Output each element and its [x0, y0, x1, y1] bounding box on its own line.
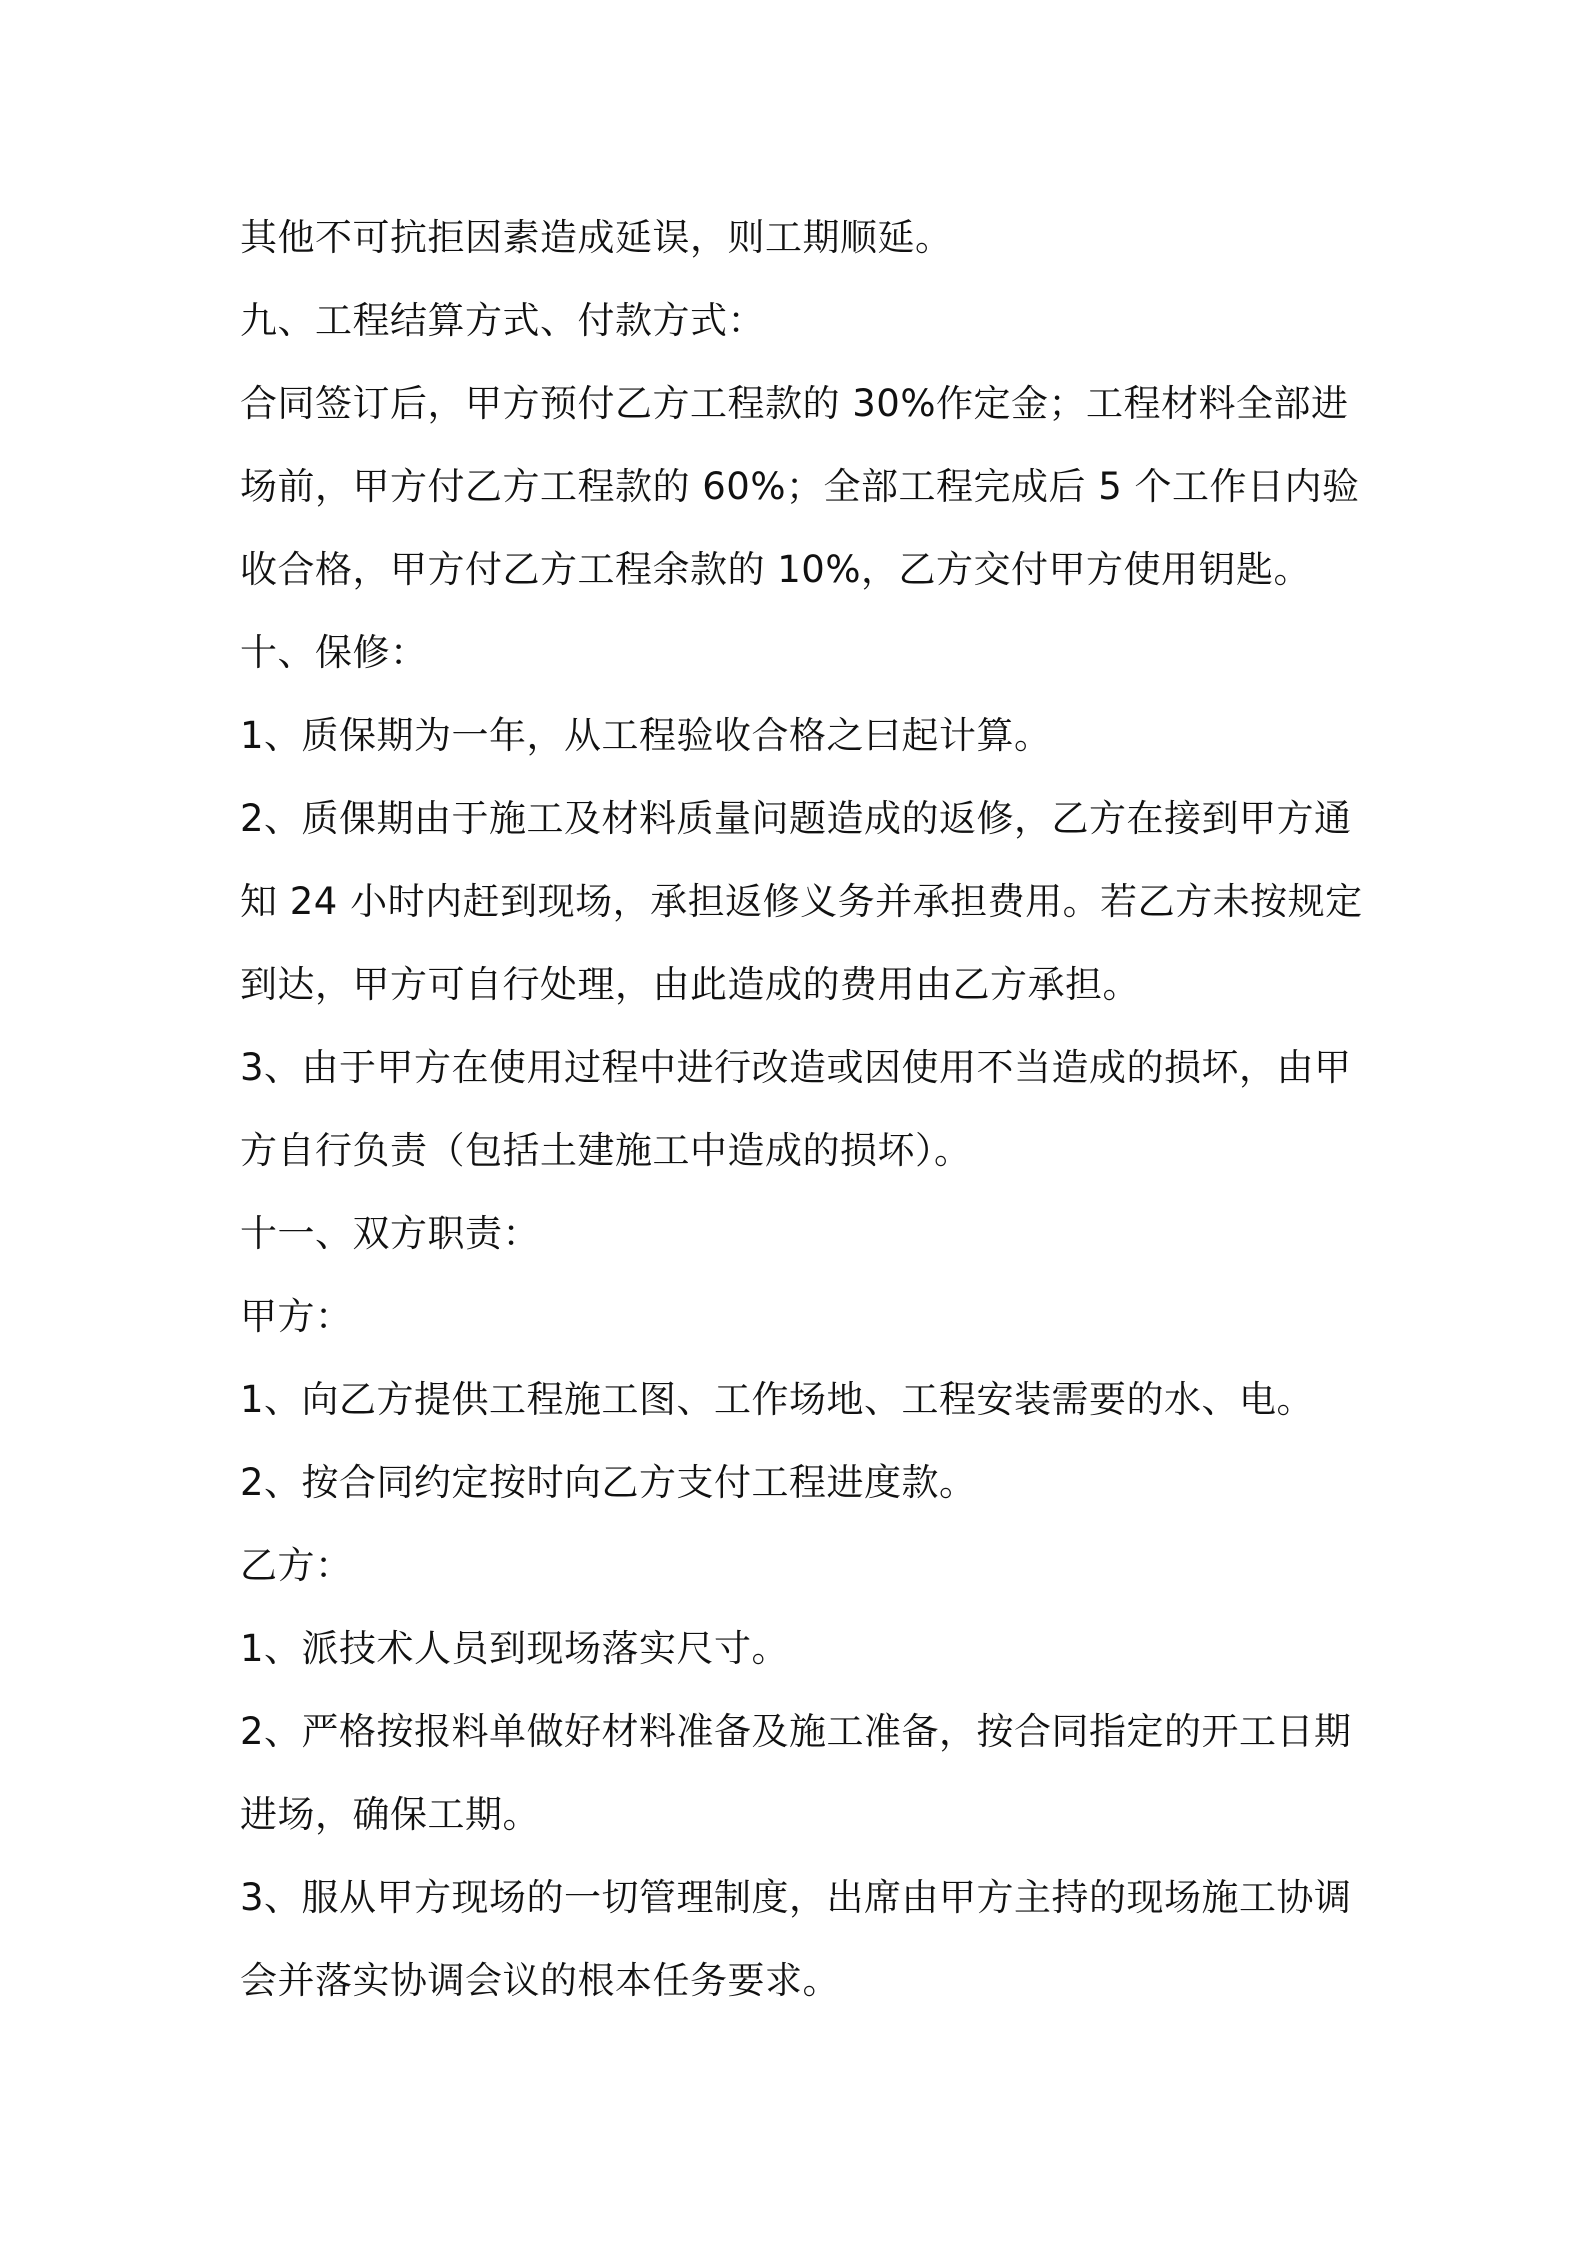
text-line: 3、服从甲方现场的一切管理制度，出席由甲方主持的现场施工协调	[240, 1876, 1352, 1919]
text-line: 1、派技术人员到现场落实尺寸。	[240, 1627, 790, 1670]
document-body	[240, 196, 1363, 2022]
text-line: 知 24 小时内赶到现场，承担返修义务并承担费用。若乙方未按规定	[240, 880, 1363, 923]
section-heading-11: 十一、双方职责：	[240, 1212, 540, 1255]
text-line: 3、由于甲方在使用过程中进行改造或因使用不当造成的损坏，由甲	[240, 1046, 1352, 1089]
text-line: 2、质倮期由于施工及材料质量问题造成的返修，乙方在接到甲方通	[240, 797, 1352, 840]
text-line: 会并落实协调会议的根本任务要求。	[240, 1959, 840, 2002]
party-b-heading: 乙方：	[240, 1544, 353, 1587]
text-line: 2、按合同约定按时向乙方支付工程进度款。	[240, 1461, 977, 1504]
text-line: 方自行负责（包括土建施工中造成的损坏）。	[240, 1129, 972, 1172]
text-line: 进场，确保工期。	[240, 1793, 540, 1836]
text-line: 其他不可抗拒因素造成延误，则工期顺延。	[240, 216, 953, 259]
section-heading-10: 十、保修：	[240, 631, 428, 674]
text-line: 合同签订后，甲方预付乙方工程款的 30%作定金；工程材料全部进	[240, 382, 1349, 425]
text-line: 1、质保期为一年，从工程验收合格之曰起计算。	[240, 714, 1052, 757]
text-line: 收合格，甲方付乙方工程余款的 10%，乙方交付甲方使用钥匙。	[240, 548, 1311, 591]
party-a-heading: 甲方：	[240, 1295, 353, 1338]
section-heading-9: 九、工程结算方式、付款方式：	[240, 299, 765, 342]
text-line: 场前，甲方付乙方工程款的 60%；全部工程完成后 5 个工作日内验	[240, 465, 1360, 508]
text-line: 1、向乙方提供工程施工图、工作场地、工程安装需要的水、电。	[240, 1378, 1315, 1421]
text-line: 2、严格按报料单做好材料准备及施工准备，按合同指定的开工日期	[240, 1710, 1352, 1753]
text-line: 到达，甲方可自行处理，由此造成的费用由乙方承担。	[240, 963, 1140, 1006]
